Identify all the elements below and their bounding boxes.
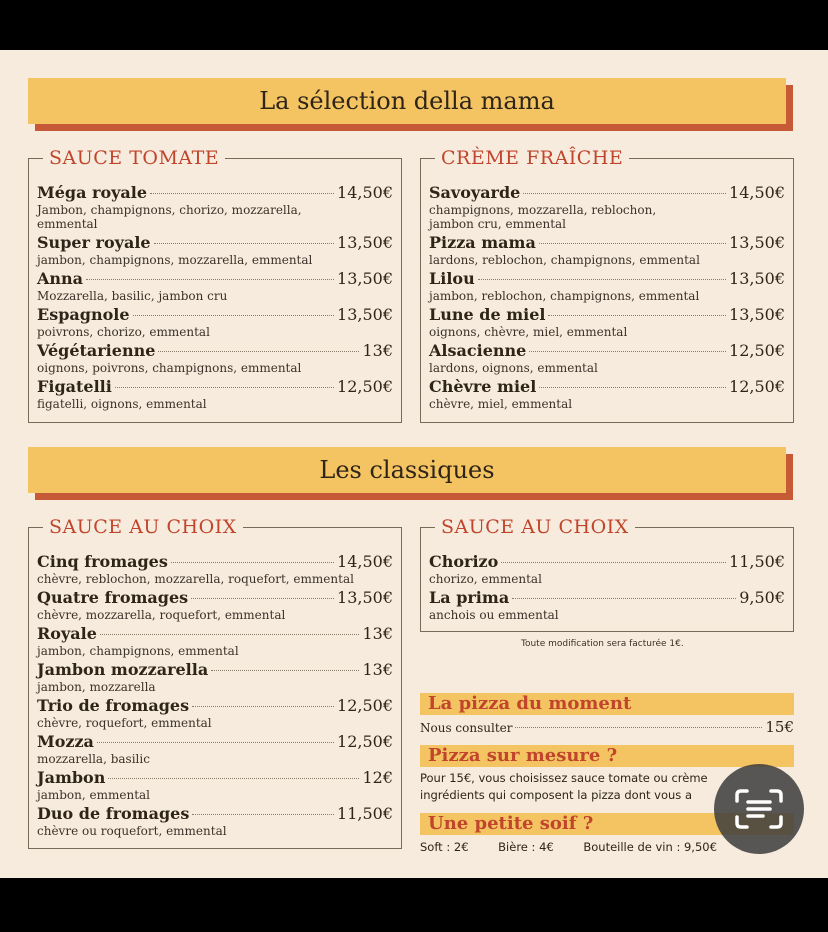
- dot-leader: [97, 742, 334, 743]
- menu-item: [429, 377, 785, 411]
- menu-item: [37, 804, 393, 838]
- menu-item: [429, 552, 785, 586]
- text-scan-button[interactable]: [714, 764, 804, 854]
- pizza-ingredients: Jambon, champignons, chorizo, mozzarella, emmental: [37, 203, 302, 231]
- menu-item-row: [37, 588, 393, 608]
- dot-leader: [133, 315, 335, 316]
- menu-item-row: [37, 624, 393, 644]
- dot-leader: [191, 598, 334, 599]
- drink-soft: Soft : 2€: [420, 840, 469, 854]
- pizza-name: Chorizo: [429, 552, 499, 571]
- menu-item: [429, 588, 785, 622]
- pizza-price: 13€: [362, 660, 393, 679]
- pizza-price: 12,50€: [337, 377, 393, 396]
- menu-item-row: [429, 305, 785, 325]
- dot-leader: [154, 243, 334, 244]
- pizza-name: Savoyarde: [429, 183, 521, 202]
- modification-note: Toute modification sera facturée 1€.: [521, 639, 684, 649]
- pizza-ingredients: jambon, reblochon, champignons, emmental: [429, 289, 700, 303]
- dot-leader: [523, 193, 726, 194]
- pizza-price: 12,50€: [337, 732, 393, 751]
- pizza-price: 13,50€: [729, 233, 785, 252]
- menu-item: [37, 696, 393, 730]
- drink-vin: Bouteille de vin : 9,50€: [583, 840, 717, 854]
- pizza-name: Pizza mama: [429, 233, 536, 252]
- pizza-name: Espagnole: [37, 305, 130, 324]
- list-sauce-choix-2: [429, 552, 785, 624]
- pizza-ingredients: chèvre, roquefort, emmental: [37, 716, 212, 730]
- pizza-ingredients: mozzarella, basilic: [37, 752, 150, 766]
- dot-leader: [192, 814, 334, 815]
- pizza-ingredients: Mozzarella, basilic, jambon cru: [37, 289, 228, 303]
- menu-item: [37, 660, 393, 694]
- box-title-sauce-tomate: SAUCE TOMATE: [43, 146, 225, 170]
- pizza-name: Jambon: [37, 768, 106, 787]
- dot-leader: [539, 387, 726, 388]
- dot-leader: [100, 634, 360, 635]
- text-scan-icon: [733, 787, 785, 831]
- dot-leader: [478, 279, 726, 280]
- pizza-price: 9,50€: [739, 588, 785, 607]
- pizza-ingredients: chèvre ou roquefort, emmental: [37, 824, 227, 838]
- pizza-name: Figatelli: [37, 377, 112, 396]
- strip-pizza-du-moment-title: La pizza du moment: [428, 693, 632, 714]
- pizza-price: 12,50€: [729, 377, 785, 396]
- menu-item: [37, 624, 393, 658]
- moment-row: [420, 718, 794, 736]
- pizza-price: 14,50€: [337, 183, 393, 202]
- menu-item-row: [37, 233, 393, 253]
- strip-pizza-du-moment: [420, 693, 794, 715]
- pizza-name: Méga royale: [37, 183, 148, 202]
- pizza-ingredients: oignons, poivrons, champignons, emmental: [37, 361, 302, 375]
- pizza-name: Trio de fromages: [37, 696, 190, 715]
- pizza-name: Duo de fromages: [37, 804, 190, 823]
- menu-item: [37, 305, 393, 339]
- pizza-name: Mozza: [37, 732, 94, 751]
- pizza-ingredients: jambon, champignons, mozzarella, emmental: [37, 253, 313, 267]
- pizza-name: Super royale: [37, 233, 151, 252]
- pizza-price: 12,50€: [337, 696, 393, 715]
- pizza-ingredients: poivrons, chorizo, emmental: [37, 325, 210, 339]
- box-title-sauce-choix-1: SAUCE AU CHOIX: [43, 515, 243, 539]
- dot-leader: [115, 387, 334, 388]
- menu-item: [37, 341, 393, 375]
- dot-leader: [86, 279, 334, 280]
- menu-item-row: [37, 696, 393, 716]
- dot-leader: [150, 193, 334, 194]
- pizza-ingredients: oignons, chèvre, miel, emmental: [429, 325, 628, 339]
- dot-leader: [108, 778, 359, 779]
- menu-item-row: [37, 732, 393, 752]
- pizza-price: 13,50€: [337, 269, 393, 288]
- dot-leader: [539, 243, 726, 244]
- pizza-ingredients: figatelli, oignons, emmental: [37, 397, 207, 411]
- dot-leader: [211, 670, 359, 671]
- dot-leader: [529, 351, 726, 352]
- menu-item-row: [37, 305, 393, 325]
- pizza-name: La prima: [429, 588, 510, 607]
- pizza-name: Chèvre miel: [429, 377, 537, 396]
- menu-item-row: [37, 183, 393, 203]
- menu-page: [0, 50, 828, 878]
- pizza-price: 13,50€: [337, 305, 393, 324]
- box-creme-fraiche: [420, 147, 794, 423]
- pizza-ingredients: chorizo, emmental: [429, 572, 542, 586]
- menu-item: [37, 732, 393, 766]
- dot-leader: [548, 315, 726, 316]
- mesure-line-2: ingrédients qui composent la pizza dont vous a: [420, 788, 692, 802]
- menu-item: [429, 269, 785, 303]
- banner-classiques-title: Les classiques: [319, 456, 495, 484]
- banner-selection: [28, 78, 786, 124]
- dot-leader: [501, 562, 726, 563]
- strip-pizza-sur-mesure-title: Pizza sur mesure ?: [428, 745, 618, 766]
- pizza-ingredients: jambon, mozzarella: [37, 680, 156, 694]
- pizza-name: Anna: [37, 269, 84, 288]
- dot-leader: [192, 706, 334, 707]
- pizza-price: 13,50€: [729, 269, 785, 288]
- menu-item-row: [429, 269, 785, 289]
- moment-price: 15€: [765, 718, 794, 736]
- pizza-ingredients: lardons, reblochon, champignons, emmental: [429, 253, 700, 267]
- dot-leader: [158, 351, 359, 352]
- mesure-line-1: Pour 15€, vous choisissez sauce tomate ou crème: [420, 771, 708, 785]
- menu-item: [37, 183, 393, 231]
- pizza-ingredients: lardons, oignons, emmental: [429, 361, 598, 375]
- pizza-price: 12,50€: [729, 341, 785, 360]
- box-title-creme-fraiche: CRÈME FRAÎCHE: [435, 146, 629, 170]
- menu-item-row: [429, 377, 785, 397]
- menu-item: [429, 233, 785, 267]
- menu-item-row: [37, 552, 393, 572]
- pizza-name: Alsacienne: [429, 341, 527, 360]
- menu-item: [429, 183, 785, 231]
- pizza-ingredients: chèvre, miel, emmental: [429, 397, 573, 411]
- drink-biere: Bière : 4€: [498, 840, 554, 854]
- pizza-price: 13,50€: [337, 588, 393, 607]
- moment-dots: [515, 727, 762, 728]
- pizza-ingredients: jambon, champignons, emmental: [37, 644, 239, 658]
- dot-leader: [512, 598, 736, 599]
- box-title-sauce-choix-2: SAUCE AU CHOIX: [435, 515, 635, 539]
- menu-item-row: [429, 588, 785, 608]
- banner-classiques: [28, 447, 786, 493]
- pizza-ingredients: chèvre, reblochon, mozzarella, roquefort, emmental: [37, 572, 354, 586]
- strip-pizza-sur-mesure: [420, 745, 794, 767]
- pizza-price: 14,50€: [337, 552, 393, 571]
- pizza-name: Cinq fromages: [37, 552, 168, 571]
- pizza-ingredients: anchois ou emmental: [429, 608, 559, 622]
- menu-item-row: [37, 804, 393, 824]
- pizza-price: 13€: [362, 341, 393, 360]
- pizza-name: Quatre fromages: [37, 588, 189, 607]
- pizza-name: Lune de miel: [429, 305, 546, 324]
- pizza-price: 13,50€: [729, 305, 785, 324]
- pizza-name: Royale: [37, 624, 97, 643]
- menu-item-row: [429, 341, 785, 361]
- box-sauce-tomate: [28, 147, 402, 423]
- menu-item-row: [37, 269, 393, 289]
- menu-item: [37, 233, 393, 267]
- box-sauce-au-choix-1: [28, 516, 402, 849]
- menu-item-row: [37, 768, 393, 788]
- pizza-price: 14,50€: [729, 183, 785, 202]
- box-sauce-au-choix-2: [420, 516, 794, 632]
- menu-item: [429, 341, 785, 375]
- pizza-price: 13€: [362, 624, 393, 643]
- strip-petite-soif-title: Une petite soif ?: [428, 813, 594, 834]
- menu-item: [37, 377, 393, 411]
- menu-item-row: [429, 233, 785, 253]
- pizza-ingredients: champignons, mozzarella, reblochon, jambon cru, emmental: [429, 203, 657, 231]
- pizza-price: 12€: [362, 768, 393, 787]
- menu-item-row: [37, 341, 393, 361]
- menu-item-row: [429, 552, 785, 572]
- list-sauce-choix-1: [37, 552, 393, 840]
- list-sauce-tomate: [37, 183, 393, 413]
- pizza-name: Jambon mozzarella: [37, 660, 209, 679]
- menu-item: [429, 305, 785, 339]
- menu-item: [37, 552, 393, 586]
- menu-item: [37, 768, 393, 802]
- pizza-price: 11,50€: [729, 552, 785, 571]
- banner-selection-title: La sélection della mama: [259, 87, 555, 115]
- pizza-name: Végétarienne: [37, 341, 156, 360]
- list-creme-fraiche: [429, 183, 785, 413]
- moment-label: Nous consulter: [420, 721, 513, 735]
- menu-item: [37, 588, 393, 622]
- pizza-ingredients: chèvre, mozzarella, roquefort, emmental: [37, 608, 286, 622]
- pizza-price: 13,50€: [337, 233, 393, 252]
- menu-item-row: [37, 660, 393, 680]
- pizza-ingredients: jambon, emmental: [37, 788, 151, 802]
- pizza-price: 11,50€: [337, 804, 393, 823]
- menu-item-row: [429, 183, 785, 203]
- menu-item-row: [37, 377, 393, 397]
- menu-item: [37, 269, 393, 303]
- dot-leader: [171, 562, 334, 563]
- pizza-name: Lilou: [429, 269, 475, 288]
